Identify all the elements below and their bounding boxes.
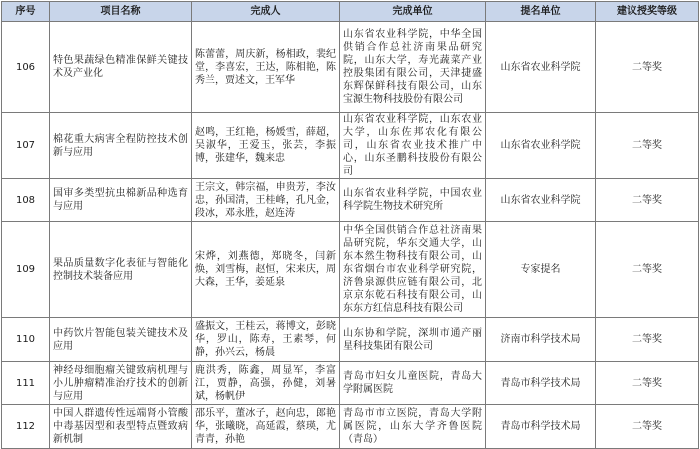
cell-project-name: 国审多类型抗虫棉新品种选育与应用 (50, 179, 192, 222)
header-units: 完成单位 (340, 2, 486, 22)
cell-no: 106 (2, 22, 50, 113)
cell-nominator: 山东省农业科学院 (486, 22, 596, 113)
cell-people: 邵乐平，董冰子，赵向忠，郎艳华，张曦晓，高延霞，蔡瑛，尤青青，孙艳 (192, 405, 340, 449)
cell-award-level: 二等奖 (596, 22, 699, 113)
header-project-name: 项目名称 (50, 2, 192, 22)
cell-award-level: 二等奖 (596, 113, 699, 179)
table-row (2, 362, 699, 405)
cell-award-level: 二等奖 (596, 222, 699, 318)
cell-people: 陈蕾蕾，周庆新，杨相政，裴纪堂，李喜宏，王达，陈相艳，陈秀兰，贾述文，王军华 (192, 22, 340, 113)
table-row (2, 405, 699, 449)
header-nominator: 提名单位 (486, 2, 596, 22)
cell-award-level: 二等奖 (596, 179, 699, 222)
cell-award-level: 二等奖 (596, 405, 699, 449)
cell-nominator: 济南市科学技术局 (486, 318, 596, 362)
cell-units: 山东省农业科学院，中国农业科学院生物技术研究所 (340, 179, 486, 222)
cell-no: 108 (2, 179, 50, 222)
table-row (2, 113, 699, 179)
header-people: 完成人 (192, 2, 340, 22)
cell-nominator: 山东省农业科学院 (486, 179, 596, 222)
cell-people: 宋烨，刘燕德，郑晓冬，闫新焕，刘雪梅，赵恒，宋来庆，周大森，王华，姜延泉 (192, 222, 340, 318)
table-row (2, 22, 699, 113)
cell-award-level: 二等奖 (596, 362, 699, 405)
cell-people: 王宗文，韩宗福，申贵芳，李汝忠，孙国清，王桂峰，孔凡金，段冰，邓永胜，赵连涛 (192, 179, 340, 222)
cell-nominator: 山东省农业科学院 (486, 113, 596, 179)
cell-units: 山东协和学院，深圳市通产丽星科技集团有限公司 (340, 318, 486, 362)
cell-project-name: 中国人群遗传性远端肾小管酸中毒基因型和表型特点暨致病新机制 (50, 405, 192, 449)
cell-people: 盛振文，王桂云，蒋博文，彭晓华，罗山，陈寿，王素琴，何静，孙兴云，杨晨 (192, 318, 340, 362)
cell-no: 112 (2, 405, 50, 449)
cell-units: 青岛市妇女儿童医院，青岛大学附属医院 (340, 362, 486, 405)
cell-project-name: 特色果蔬绿色精准保鲜关键技术及产业化 (50, 22, 192, 113)
cell-no: 109 (2, 222, 50, 318)
table-row (2, 318, 699, 362)
cell-award-level: 二等奖 (596, 318, 699, 362)
cell-nominator: 专家提名 (486, 222, 596, 318)
cell-nominator: 青岛市科学技术局 (486, 362, 596, 405)
header-no: 序号 (2, 2, 50, 22)
table-row (2, 222, 699, 318)
table-header-row (2, 2, 699, 22)
header-award-level: 建议授奖等级 (596, 2, 699, 22)
cell-units: 青岛市市立医院，青岛大学附属医院，山东大学齐鲁医院（青岛） (340, 405, 486, 449)
cell-units: 山东省农业科学院，中华全国供销合作总社济南果品研究院，山东大学，寿光蔬菜产业控股集团有限公司，天津捷盛东辉保鲜科技有限公司，山东宝源生物科技股份有限公司 (340, 22, 486, 113)
cell-project-name: 神经母细胞瘤关键致病机理与小儿肿瘤精准治疗技术的创新与应用 (50, 362, 192, 405)
cell-nominator: 青岛市科学技术局 (486, 405, 596, 449)
cell-units: 中华全国供销合作总社济南果品研究院，华东交通大学，山东本然生物科技有限公司，山东省烟台市农业科学研究院，济鲁泉源供应链有限公司，北京京东乾石科技有限公司，山东东方红信息科技有限公司 (340, 222, 486, 318)
cell-no: 107 (2, 113, 50, 179)
cell-project-name: 棉花重大病害全程防控技术创新与应用 (50, 113, 192, 179)
cell-project-name: 中药饮片智能包装关键技术及应用 (50, 318, 192, 362)
cell-no: 110 (2, 318, 50, 362)
cell-people: 赵鸣，王红艳，杨媛雪，薛超，吴淑华，王爱玉，张芸，李振博，张建华，魏来忠 (192, 113, 340, 179)
table-row (2, 179, 699, 222)
cell-units: 山东省农业科学院，山东农业大学，山东佐邦农化有限公司，山东省农业技术推广中心，山东圣鹏科技股份有限公司 (340, 113, 486, 179)
awards-table (1, 1, 699, 449)
cell-no: 111 (2, 362, 50, 405)
cell-project-name: 果品质量数字化表征与智能化控制技术装备应用 (50, 222, 192, 318)
cell-people: 鹿洪秀，陈鑫，周显军，李富江，贾静，高强，孙健，刘暑斌，杨帆伊 (192, 362, 340, 405)
